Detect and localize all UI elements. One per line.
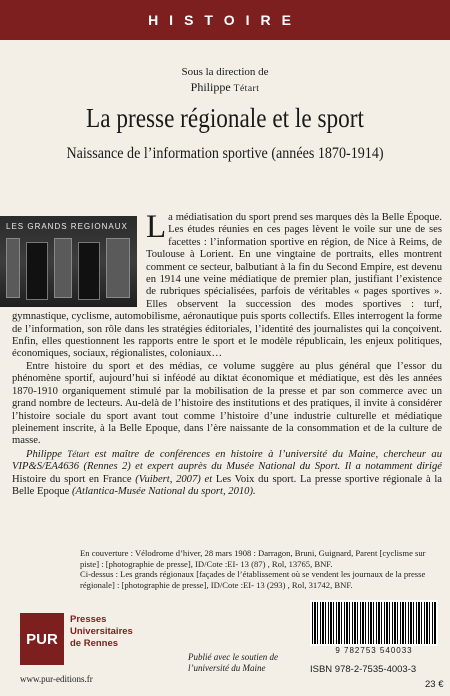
inset-credit: Ci-dessus : Les grands régionaux [façades de l’établissement où se vendent les journaux de la presse régionale] : [photographie de presse], ID/Cote :EI- 13 (293) , Rol, 31742, BNF. xyxy=(80,569,426,590)
barcode-digits: 9 782753 540033 xyxy=(335,646,413,655)
isbn: ISBN 978-2-7535-4003-3 xyxy=(310,664,417,675)
direction-label: Sous la direction de xyxy=(181,66,269,78)
paragraph-1: La médiatisation du sport prend ses marques dès la Belle Époque. Les études réunies en ces pages lèvent le voile sur une de ses facettes : l’information sportive en région, de Nice à Reims, de Toulouse à Lorient. En une vingtaine de portraits, elles montrent comment ce secteur, balbutiant à la fin du Second Empire, est devenu en 1914 une veine médiatique de premier plan, justifiant l’existence de rubriques spécialisées, parfois de véritables « pages sportives ». Elles observent la succession des modes sportives : turf, gymnastique, cyclisme, automobilisme, aéronautique puis sports collectifs. Elles interrogent la forme de l’information, son rôle dans les stratégies éditoriales, l’identité des journalistes qui la conçoivent. Enfin, elles questionnent les rapports entre le sport et le modèle républicain, les enjeux politiques, économiques, sociaux, régionalistes, coloniaux… xyxy=(12,209,442,360)
editor-name: Philippe Tétart xyxy=(190,80,260,94)
paragraph-2: Entre histoire du sport et des médias, ce volume suggère au plus général que l’essor du phénomène sportif, aujourd’hui si inféodé au diktat économique et médiatique, est dès les années 1870-1910 organiquement stimulé par la mobilisation de la presse et par son commerce avec un grand nombre de lecteurs. Au-delà de l’histoire des institutions et des pratiques, il invite à considérer l’histoire sociale du sport avant tout comme l’histoire d’une industrie culturelle et médiatique pleinement inscrite, à la Belle Epoque, dans l’ère naissante de la consommation et de la culture de masse. xyxy=(12,360,442,447)
price: 23 € xyxy=(425,679,444,690)
barcode xyxy=(310,600,438,646)
support-note: Publié avec le soutien de l’université du Maine xyxy=(188,652,278,673)
category-banner xyxy=(0,0,450,40)
photo-sign: LES GRANDS REGIONAUX xyxy=(6,222,128,231)
cover-credit: En couverture : Vélodrome d’hiver, 28 mars 1908 : Darragon, Bruni, Guignard, Parent [cyclisme sur piste] : [photographie de presse], ID/Cote :EI- 13 (87) , Rol, 13765, BNF. xyxy=(80,548,426,569)
drop-cap: L xyxy=(146,209,167,245)
photo-spacer xyxy=(12,212,146,308)
author-bio: Philippe Tétart est maître de conférences en histoire à l’université du Maine, chercheur au VIP&S/EA4636 (Rennes 2) et expert auprès du Musée National du Sport. Il a notamment dirigé Histoire du sport en France (Vuibert, 2007) et Les Voix du sport. La presse sportive régionale à la Belle Epoque (Atlantica-Musée National du sport, 2010). xyxy=(12,448,443,497)
book-subtitle: Naissance de l’information sportive (années 1870-1914) xyxy=(66,145,384,162)
image-credits xyxy=(80,548,440,590)
back-cover-text xyxy=(12,209,443,498)
category-label: HISTOIRE xyxy=(148,12,302,28)
publisher-website[interactable]: www.pur-editions.fr xyxy=(20,674,93,684)
editor-surname: Tétart xyxy=(233,84,260,94)
pur-logo: PUR xyxy=(20,613,64,665)
publisher-name: Presses Universitaires de Rennes xyxy=(70,614,133,649)
book-title: La presse régionale et le sport xyxy=(86,103,364,133)
